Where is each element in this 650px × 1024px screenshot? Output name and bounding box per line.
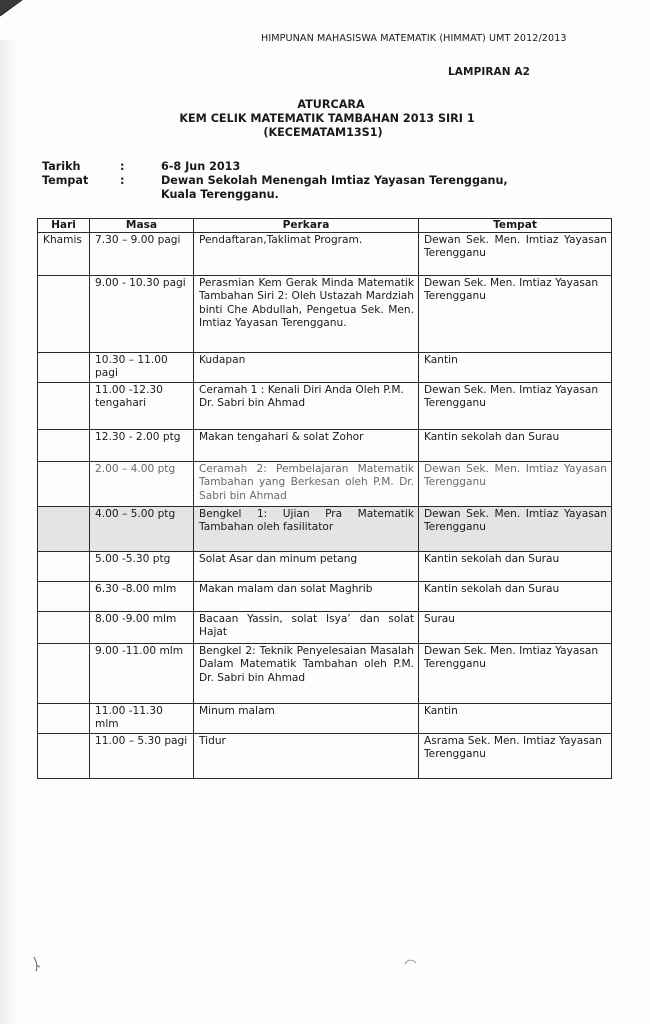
table-row (38, 233, 612, 276)
header-masa: Masa (90, 219, 194, 233)
header-tempat: Tempat (419, 219, 612, 233)
place-value-line2: Kuala Terengganu. (161, 188, 279, 201)
cell-hari (38, 353, 90, 383)
date-label: Tarikh (42, 160, 81, 173)
cell-perkara: Bacaan Yassin, solat Isya’ dan solat Hajat (194, 612, 419, 644)
cell-tempat: Kantin sekolah dan Surau (419, 582, 612, 612)
cell-masa: 11.00 -12.30 tengahari (90, 383, 194, 430)
cell-masa: 9.00 - 10.30 pagi (90, 276, 194, 353)
table-row (38, 612, 612, 644)
table-row (38, 383, 612, 430)
place-label: Tempat (42, 174, 89, 187)
cell-tempat: Kantin sekolah dan Surau (419, 552, 612, 582)
cell-tempat: Dewan Sek. Men. Imtiaz Yayasan Terengganu (419, 462, 612, 507)
cell-perkara: Bengkel 1: Ujian Pra Matematik Tambahan oleh fasilitator (194, 507, 419, 552)
place-value-line1: Dewan Sekolah Menengah Imtiaz Yayasan Terengganu, (161, 174, 508, 187)
header-hari: Hari (38, 219, 90, 233)
cell-masa: 11.00 -11.30 mlm (90, 704, 194, 734)
table-row (38, 462, 612, 507)
cell-hari (38, 462, 90, 507)
scan-shadow (0, 40, 18, 1024)
header-perkara: Perkara (194, 219, 419, 233)
cell-hari (38, 383, 90, 430)
cell-masa: 9.00 -11.00 mlm (90, 644, 194, 704)
cell-hari: Khamis (38, 233, 90, 276)
table-row (38, 276, 612, 353)
doc-code: (KECEMATAM13S1) (263, 126, 383, 139)
table-row (38, 582, 612, 612)
cell-perkara: Tidur (194, 734, 419, 779)
table-row (38, 353, 612, 383)
cell-hari (38, 507, 90, 552)
attachment-label: LAMPIRAN A2 (448, 66, 531, 78)
cell-perkara: Solat Asar dan minum petang (194, 552, 419, 582)
date-value: 6-8 Jun 2013 (161, 160, 241, 173)
cell-masa: 8.00 -9.00 mlm (90, 612, 194, 644)
cell-perkara: Makan tengahari & solat Zohor (194, 430, 419, 462)
cell-masa: 4.00 – 5.00 ptg (90, 507, 194, 552)
cell-perkara: Perasmian Kem Gerak Minda Matematik Tambahan Siri 2: Oleh Ustazah Mardziah binti Che Abdullah, Pengetua Sek. Men. Imtiaz Yayasan Terengganu. (194, 276, 419, 353)
scan-speck-mark (30, 955, 46, 975)
date-colon: : (120, 160, 125, 173)
cell-tempat: Asrama Sek. Men. Imtiaz Yayasan Terengganu (419, 734, 612, 779)
cell-tempat: Dewan Sek. Men. Imtiaz Yayasan Terengganu (419, 644, 612, 704)
cell-tempat: Kantin sekolah dan Surau (419, 430, 612, 462)
table-row (38, 507, 612, 552)
cell-masa: 12.30 - 2.00 ptg (90, 430, 194, 462)
doc-subtitle: KEM CELIK MATEMATIK TAMBAHAN 2013 SIRI 1 (179, 112, 475, 125)
cell-hari (38, 552, 90, 582)
cell-tempat: Dewan Sek. Men. Imtiaz Yayasan Terengganu (419, 507, 612, 552)
cell-masa: 5.00 -5.30 ptg (90, 552, 194, 582)
cell-perkara: Makan malam dan solat Maghrib (194, 582, 419, 612)
cell-hari (38, 734, 90, 779)
cell-hari (38, 644, 90, 704)
cell-masa: 6.30 -8.00 mlm (90, 582, 194, 612)
org-header: HIMPUNAN MAHASISWA MATEMATIK (HIMMAT) UMT 2012/2013 (261, 33, 567, 44)
cell-tempat: Dewan Sek. Men. Imtiaz Yayasan Terengganu (419, 276, 612, 353)
cell-masa: 11.00 – 5.30 pagi (90, 734, 194, 779)
cell-hari (38, 430, 90, 462)
cell-tempat: Dewan Sek. Men. Imtiaz Yayasan Terengganu (419, 233, 612, 276)
scan-speck-mark (404, 958, 418, 966)
table-row (38, 644, 612, 704)
cell-perkara: Minum malam (194, 704, 419, 734)
cell-hari (38, 276, 90, 353)
cell-masa: 7.30 – 9.00 pagi (90, 233, 194, 276)
table-row (38, 704, 612, 734)
cell-perkara: Pendaftaran,Taklimat Program. (194, 233, 419, 276)
cell-perkara: Bengkel 2: Teknik Penyelesaian Masalah Dalam Matematik Tambahan oleh P.M. Dr. Sabri bin Ahmad (194, 644, 419, 704)
cell-hari (38, 582, 90, 612)
cell-perkara: Ceramah 2: Pembelajaran Matematik Tambahan yang Berkesan oleh P.M. Dr. Sabri bin Ahmad (194, 462, 419, 507)
doc-title: ATURCARA (297, 98, 365, 111)
cell-perkara: Ceramah 1 : Kenali Diri Anda Oleh P.M. Dr. Sabri bin Ahmad (194, 383, 419, 430)
cell-tempat: Surau (419, 612, 612, 644)
cell-hari (38, 704, 90, 734)
cell-masa: 2.00 – 4.00 ptg (90, 462, 194, 507)
schedule-table (37, 218, 612, 779)
table-header-row (38, 219, 612, 233)
cell-tempat: Dewan Sek. Men. Imtiaz Yayasan Terengganu (419, 383, 612, 430)
folded-corner-mark (0, 0, 40, 38)
cell-perkara: Kudapan (194, 353, 419, 383)
cell-tempat: Kantin (419, 704, 612, 734)
table-row (38, 734, 612, 779)
place-colon: : (120, 174, 125, 187)
table-row (38, 552, 612, 582)
cell-tempat: Kantin (419, 353, 612, 383)
cell-masa: 10.30 – 11.00 pagi (90, 353, 194, 383)
table-row (38, 430, 612, 462)
cell-hari (38, 612, 90, 644)
